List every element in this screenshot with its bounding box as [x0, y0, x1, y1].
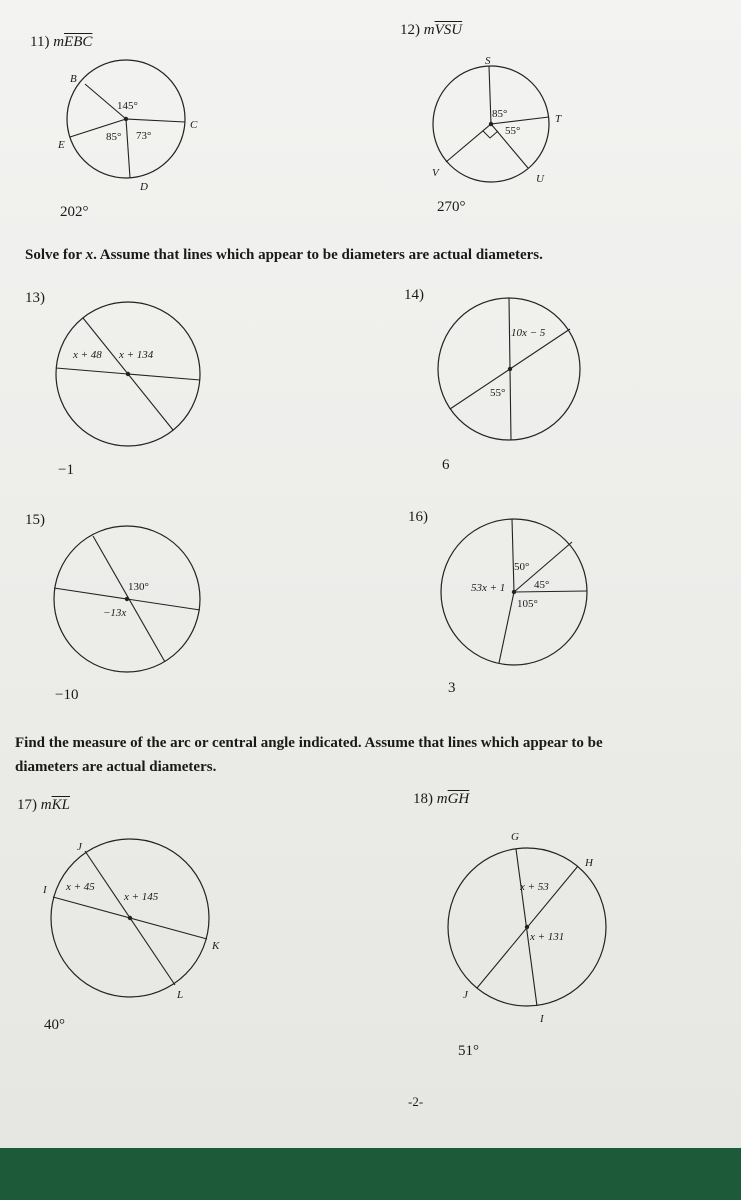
measure-prefix: m: [53, 34, 65, 50]
heading-text: . Assume that lines which appear to be diameters are actual diameters.: [93, 247, 543, 263]
expression-label: x + 48: [73, 349, 102, 361]
problem-16-title: 16): [408, 509, 428, 525]
problem-16-answer: 3: [448, 680, 456, 696]
measure-prefix: m: [436, 791, 448, 807]
angle-label: 145°: [117, 100, 138, 112]
problem-14-title: 14): [404, 287, 424, 303]
problem-number: 17): [17, 797, 37, 813]
point-label-d: D: [140, 181, 148, 193]
point-label-i: I: [540, 1013, 544, 1025]
angle-label: 73°: [136, 130, 152, 142]
angle-label: 85°: [106, 131, 122, 143]
point-label-t: T: [555, 113, 562, 125]
point-label-g: G: [511, 831, 519, 843]
measure-prefix: m: [40, 797, 52, 813]
point-label-u: U: [536, 173, 544, 185]
expression-label: −13x: [103, 607, 127, 619]
section-heading-find-continued: diameters are actual diameters.: [15, 759, 217, 775]
expression-label: x + 131: [530, 931, 565, 943]
expression-label: x + 134: [119, 349, 154, 361]
heading-text: Solve for: [25, 247, 86, 263]
arc-name: $\overline{VSU}$: [434, 22, 463, 38]
point-label-l: L: [177, 989, 184, 1001]
problem-13-title: 13): [25, 290, 45, 306]
point-label-i: I: [43, 884, 47, 896]
point-label-c: C: [190, 119, 198, 131]
angle-label: 50°: [514, 561, 530, 573]
problem-15-title: 15): [25, 512, 45, 528]
point-label-e: E: [58, 139, 65, 151]
point-label-s: S: [485, 55, 491, 67]
problem-13-answer: −1: [58, 462, 74, 478]
section-heading-find: Find the measure of the arc or central angle indicated. Assume that lines which appear to be: [15, 735, 603, 751]
problem-11-answer: 202°: [60, 204, 89, 220]
point-label-j: J: [77, 841, 82, 853]
arc-name: $\overline{EBC}$: [64, 34, 93, 50]
expression-label: x + 45: [66, 881, 95, 893]
measure-prefix: m: [423, 22, 435, 38]
point-label-j: J: [463, 989, 468, 1001]
angle-label: 130°: [128, 581, 149, 593]
angle-label: 45°: [534, 579, 550, 591]
problem-15-answer: −10: [55, 687, 79, 703]
problem-number: 11): [30, 34, 50, 50]
point-label-v: V: [432, 167, 439, 179]
table-surface: [0, 1148, 741, 1200]
arc-name: $\overline{KL}$: [51, 797, 70, 813]
expression-label: x + 53: [520, 881, 549, 893]
heading-variable: x: [85, 247, 94, 263]
problem-number: 12): [400, 22, 420, 38]
point-label-h: H: [585, 857, 593, 869]
expression-label: 53x + 1: [471, 582, 506, 594]
center-point: [525, 925, 529, 929]
angle-label: 55°: [490, 387, 506, 399]
angle-label: 105°: [517, 598, 538, 610]
problem-17-answer: 40°: [44, 1017, 65, 1033]
expression-label: 10x − 5: [511, 327, 546, 339]
arc-name: $\overline{GH}$: [447, 791, 470, 807]
problem-14-answer: 6: [442, 457, 450, 473]
problem-12-answer: 270°: [437, 199, 466, 215]
angle-label: 55°: [505, 125, 521, 137]
expression-label: x + 145: [124, 891, 159, 903]
angle-label: 85°: [492, 108, 508, 120]
point-label-k: K: [212, 940, 220, 952]
point-label-b: B: [70, 73, 77, 85]
problem-18-answer: 51°: [458, 1043, 479, 1059]
problem-number: 18): [413, 791, 433, 807]
page-number: -2-: [408, 1094, 424, 1109]
